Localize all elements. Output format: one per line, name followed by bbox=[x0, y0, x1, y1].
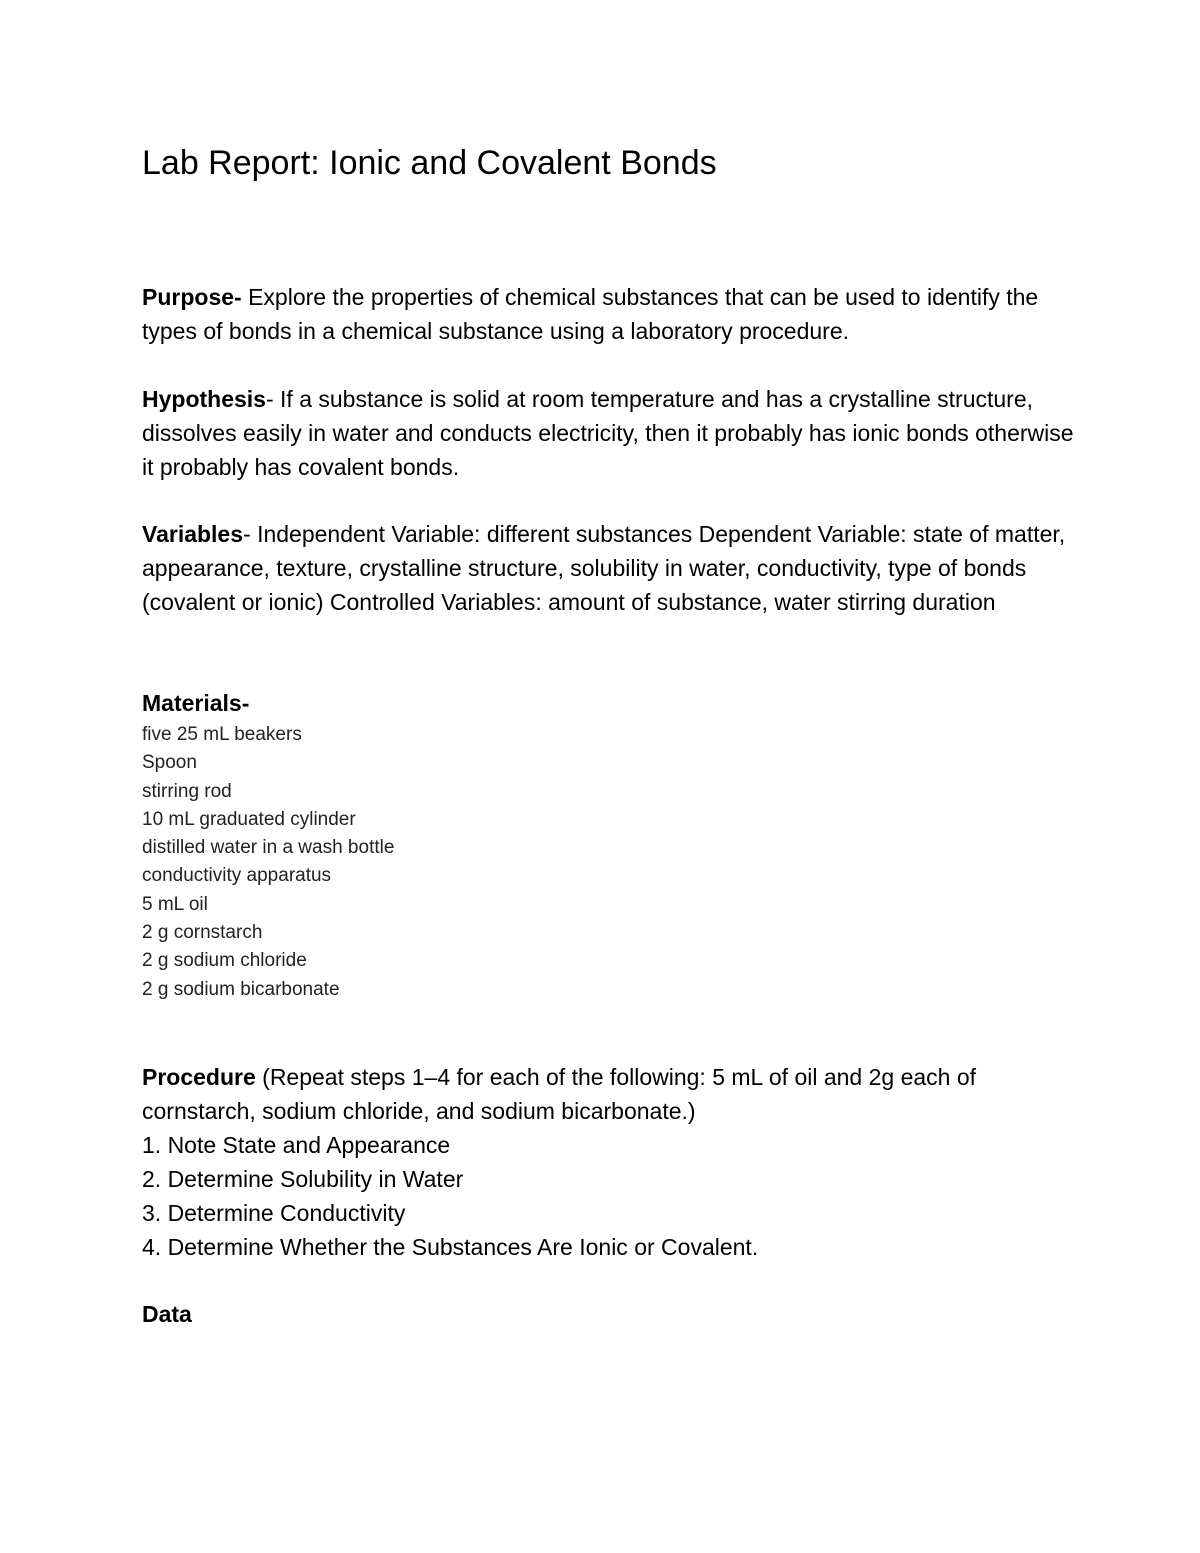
purpose-text: Explore the properties of chemical substances that can be used to identify the types of bonds in a chemical substance using a laboratory procedure. bbox=[142, 284, 1039, 344]
list-item: 2 g sodium bicarbonate bbox=[142, 978, 340, 1000]
data-heading: Data bbox=[142, 1301, 192, 1327]
list-item: 2 g cornstarch bbox=[142, 922, 263, 944]
purpose-label: Purpose- bbox=[142, 284, 242, 310]
variables-label: Variables bbox=[142, 521, 244, 547]
variables-paragraph bbox=[142, 517, 1077, 619]
hypothesis-paragraph bbox=[142, 382, 1077, 484]
list-item: 2 g sodium chloride bbox=[142, 950, 307, 972]
list-item: 10 mL graduated cylinder bbox=[142, 808, 356, 830]
procedure-step: 2. Determine Solubility in Water bbox=[142, 1166, 464, 1192]
purpose-paragraph bbox=[142, 280, 1077, 348]
procedure-label: Procedure bbox=[142, 1064, 256, 1090]
materials-heading: Materials- bbox=[142, 690, 250, 716]
list-item: stirring rod bbox=[142, 780, 232, 802]
variables-text: - Independent Variable: different substances Dependent Variable: state of matter, appearance, texture, crystalline structure, solubility in water, conductivity, type of bonds (covalent or ionic) Controlled Variables: amount of substance, water stirring duration bbox=[142, 521, 1066, 615]
list-item: Spoon bbox=[142, 752, 197, 774]
report-title: Lab Report: Ionic and Covalent Bonds bbox=[142, 144, 717, 182]
materials-list bbox=[142, 721, 394, 1004]
list-item: 5 mL oil bbox=[142, 893, 208, 915]
procedure-steps bbox=[142, 1128, 758, 1264]
procedure-step: 4. Determine Whether the Substances Are Ionic or Covalent. bbox=[142, 1234, 759, 1260]
procedure-paragraph bbox=[142, 1060, 1077, 1128]
list-item: distilled water in a wash bottle bbox=[142, 837, 395, 859]
procedure-step: 1. Note State and Appearance bbox=[142, 1132, 451, 1158]
hypothesis-text: - If a substance is solid at room temperature and has a crystalline structure, dissolves easily in water and conducts electricity, then it probably has ionic bonds otherwise it probably has covalent bonds. bbox=[142, 386, 1074, 480]
hypothesis-label: Hypothesis bbox=[142, 386, 266, 412]
list-item: five 25 mL beakers bbox=[142, 724, 302, 745]
procedure-step: 3. Determine Conductivity bbox=[142, 1200, 406, 1226]
procedure-text: (Repeat steps 1–4 for each of the following: 5 mL of oil and 2g each of cornstarch, sodium chloride, and sodium bicarbonate.) bbox=[142, 1064, 977, 1124]
list-item: conductivity apparatus bbox=[142, 865, 332, 887]
